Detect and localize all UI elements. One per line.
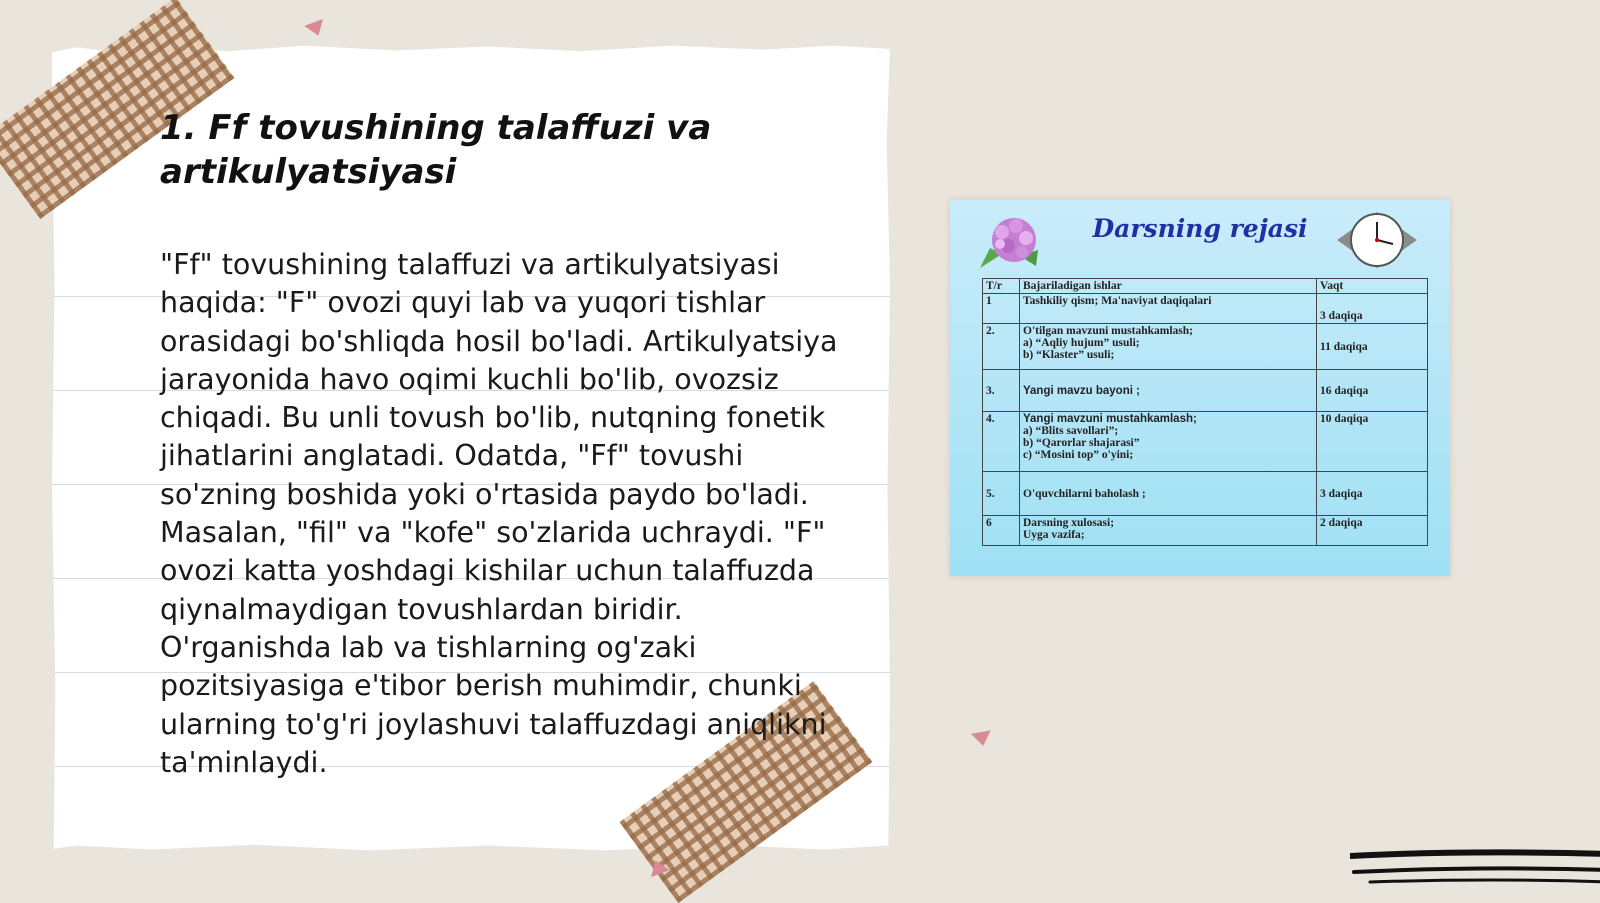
row-num: 6 bbox=[983, 516, 1020, 546]
row-time: 16 daqiqa bbox=[1317, 370, 1428, 412]
header-task: Bajariladigan ishlar bbox=[1020, 279, 1317, 294]
row-time: 2 daqiqa bbox=[1317, 516, 1428, 546]
row-time: 10 daqiqa bbox=[1317, 412, 1428, 472]
row-num: 2. bbox=[983, 324, 1020, 370]
slide-body-text: "Ff" tovushining talaffuzi va artikulyatsiyasi haqida: "F" ovozi quyi lab va yuqori tishlar orasidagi bo'shliqda hosil bo'ladi. Artikulyatsiya jarayonida havo oqimi kuchli bo'lib, ovozsiz chiqadi. Bu unli tovush bo'lib, nutqning fonetik jihatlarini anglatadi. Odatda, "Ff" tovushi so'zning boshida yoki o'rtasida paydo bo'ladi. Masalan, "fil" va "kofe" so'zlarida uchraydi. "F" ovozi katta yoshdagi kishilar uchun talaffuzda qiynalmaydigan tovushlardan biridir. O'rganishda lab va tishlarning og'zaki pozitsiyasiga e'tibor berish muhimdir, chunki ularning to'g'ri joylashuvi talaffuzdagi aniqlikni ta'minlaydi. bbox=[160, 248, 838, 779]
row-task: O'quvchilarni baholash ; bbox=[1020, 472, 1317, 516]
row-task: Yangi mavzuni mustahkamlash; a) “Blits savollari”; b) “Qarorlar shajarasi” c) “Mosini top” o'yini; bbox=[1020, 412, 1317, 472]
row-num: 4. bbox=[983, 412, 1020, 472]
row-task: Tashkiliy qism; Ma'naviyat daqiqalari bbox=[1020, 294, 1317, 324]
row-task: O'tilgan mavzuni mustahkamlash; a) “Aqliy hujum” usuli; b) “Klaster” usuli; bbox=[1020, 324, 1317, 370]
pin-decoration bbox=[971, 730, 993, 747]
header-num: T/r bbox=[983, 279, 1020, 294]
row-task: Darsning xulosasi; Uyga vazifa; bbox=[1020, 516, 1317, 546]
table-header-row bbox=[983, 279, 1428, 294]
table-row bbox=[983, 294, 1428, 324]
row-num: 1 bbox=[983, 294, 1020, 324]
brush-stroke-decoration bbox=[1350, 842, 1600, 892]
table-row bbox=[983, 324, 1428, 370]
table-row bbox=[983, 472, 1428, 516]
lesson-plan-image bbox=[950, 200, 1450, 576]
row-time: 3 daqiqa bbox=[1317, 472, 1428, 516]
plan-title: Darsning rejasi bbox=[1092, 214, 1308, 243]
plan-table bbox=[982, 278, 1428, 546]
table-row bbox=[983, 412, 1428, 472]
row-num: 5. bbox=[983, 472, 1020, 516]
table-row bbox=[983, 516, 1428, 546]
row-time: 11 daqiqa bbox=[1317, 324, 1428, 370]
slide-heading: 1. Ff tovushining talaffuzi va artikulyatsiyasi bbox=[160, 108, 712, 192]
header-time: Vaqt bbox=[1317, 279, 1428, 294]
row-task: Yangi mavzu bayoni ; bbox=[1020, 370, 1317, 412]
pin-decoration bbox=[304, 19, 328, 39]
table-row bbox=[983, 370, 1428, 412]
clock-icon bbox=[1335, 210, 1419, 270]
row-num: 3. bbox=[983, 370, 1020, 412]
row-time: 3 daqiqa bbox=[1317, 294, 1428, 324]
